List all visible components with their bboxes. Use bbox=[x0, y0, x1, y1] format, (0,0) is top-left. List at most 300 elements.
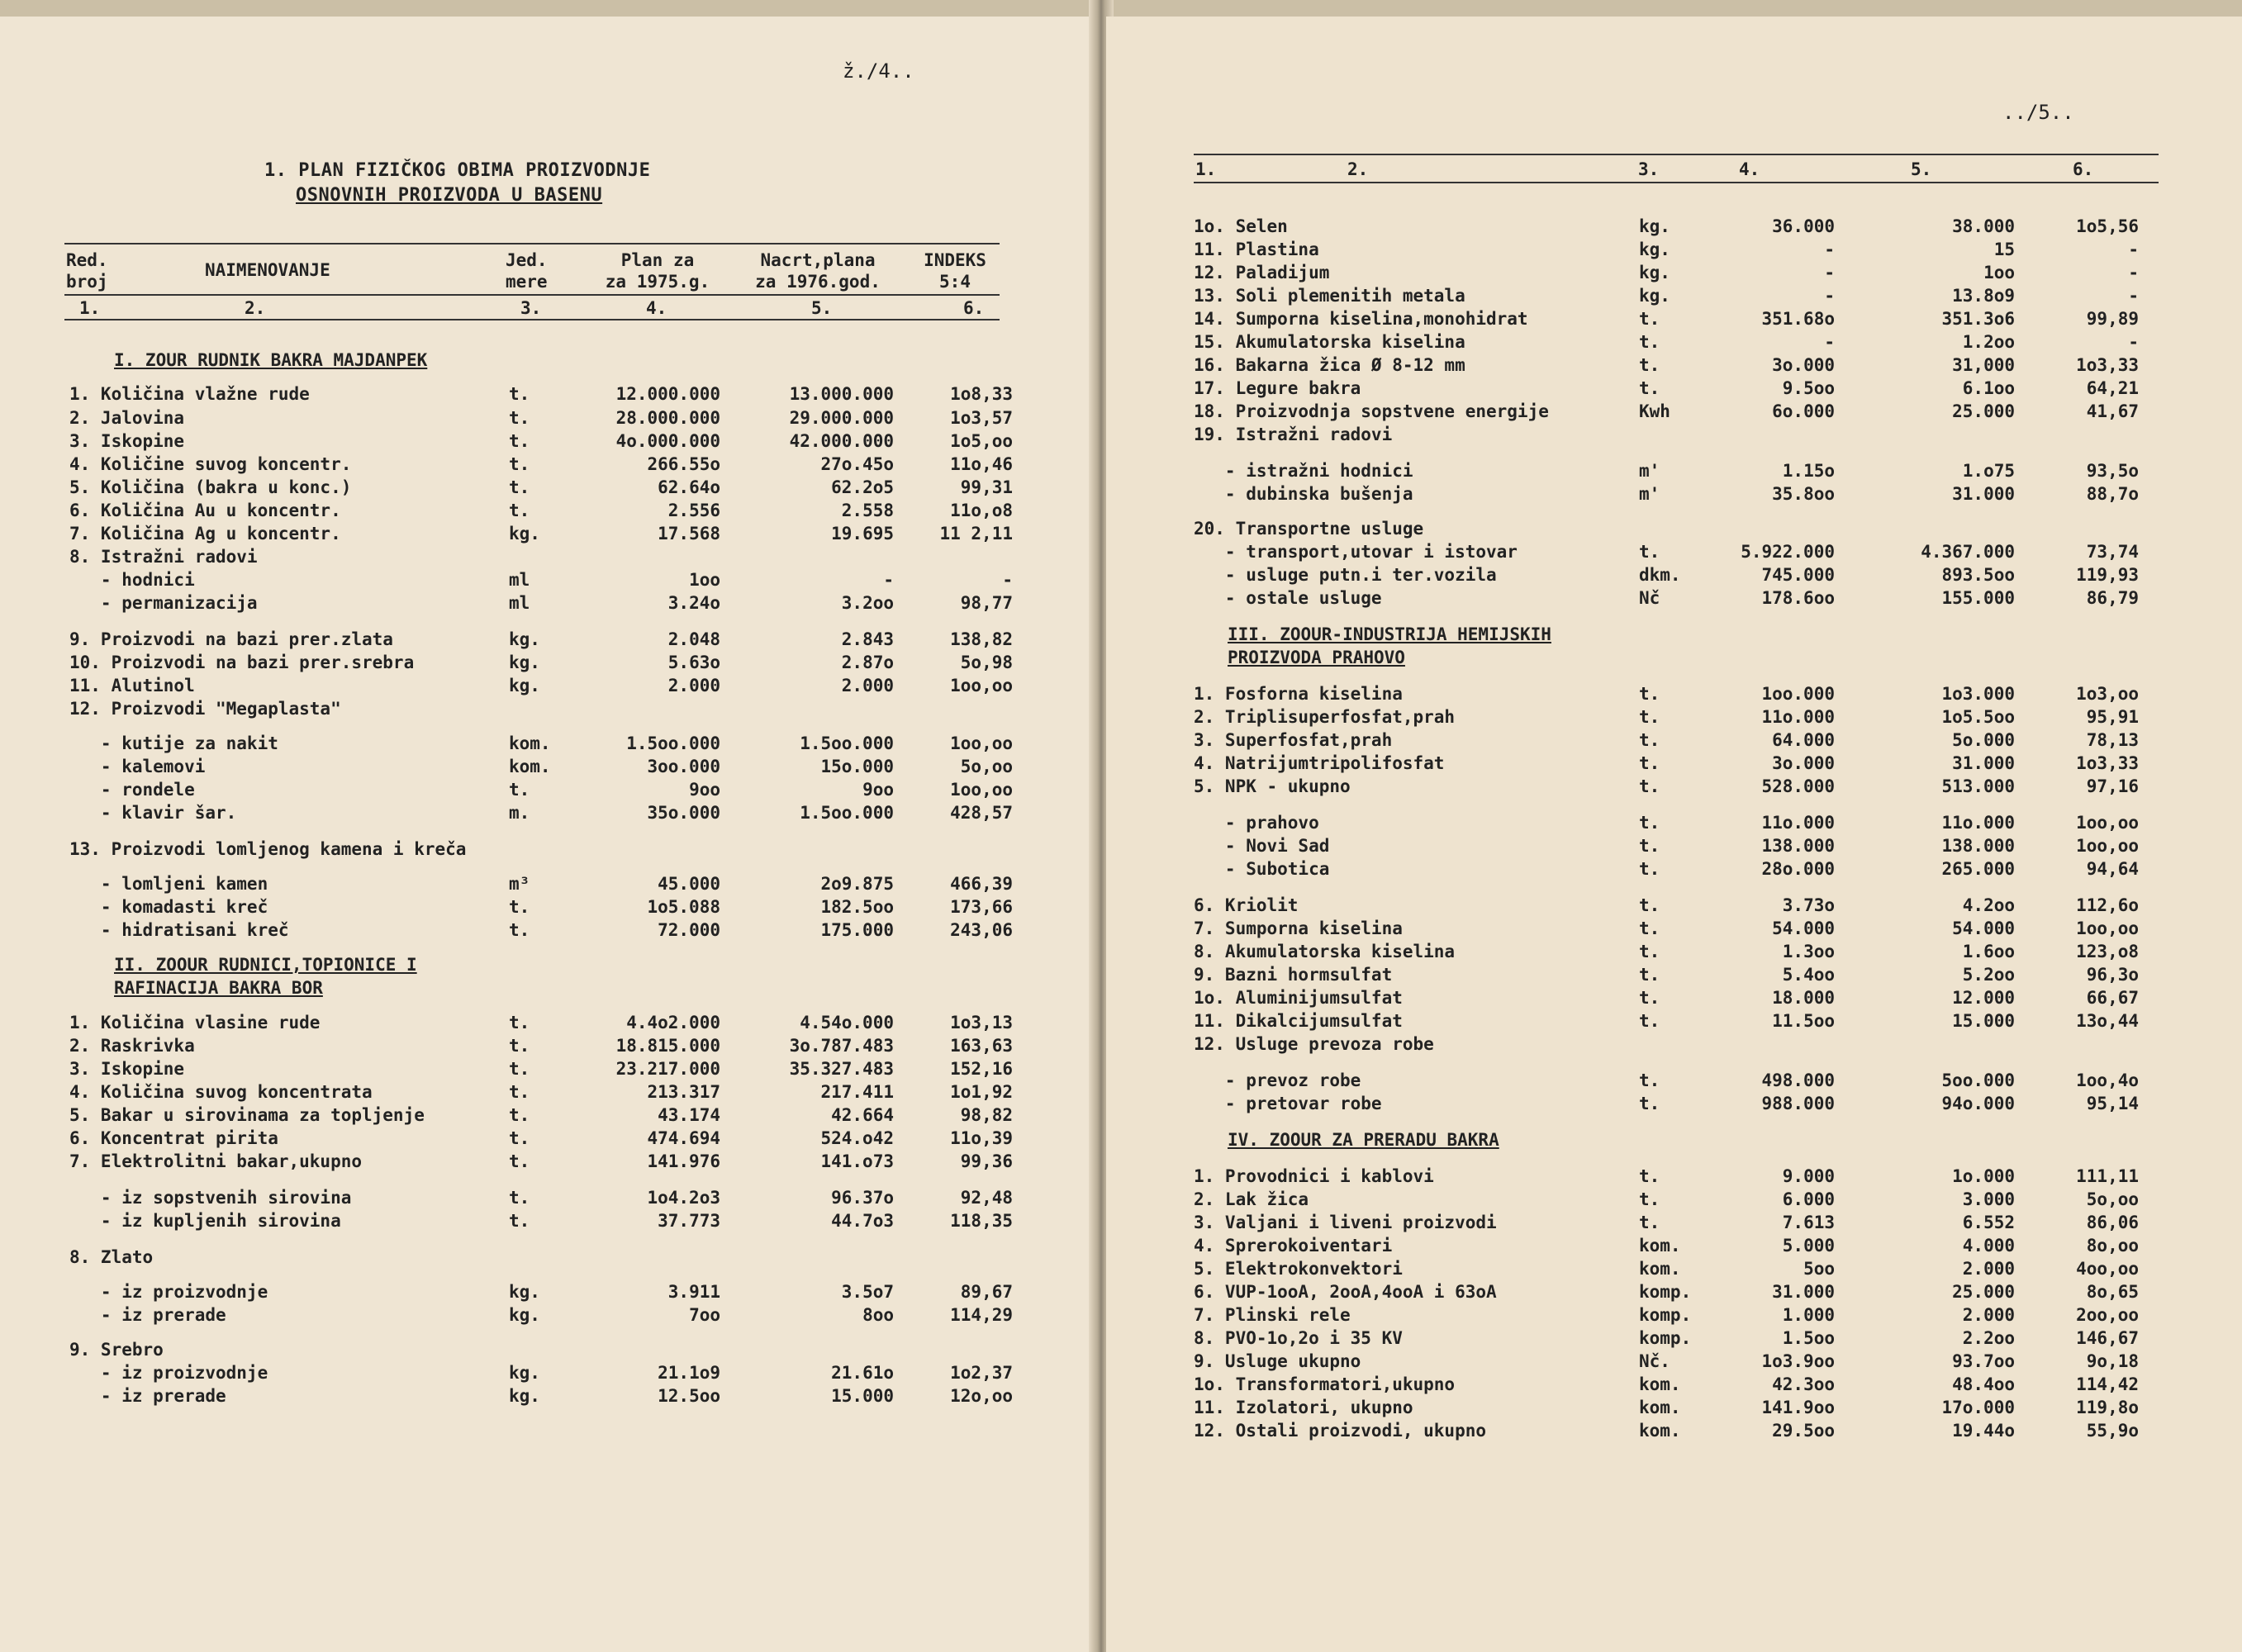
item-name: 19. Istražni radovi bbox=[1194, 425, 1393, 444]
item-name: 7. Količina Ag u koncentr. bbox=[69, 524, 341, 544]
item-name: 8. PVO-1o,2o i 35 KV bbox=[1194, 1328, 1403, 1348]
table-row bbox=[0, 1057, 1016, 1080]
nacrt-1976-cell: 62.2o5 bbox=[831, 477, 894, 497]
item-name: - komadasti kreč bbox=[69, 897, 268, 917]
unit-cell: t. bbox=[1639, 542, 1660, 562]
plan-1975-cell: 9.5oo bbox=[1782, 378, 1835, 398]
column-number-4: 4. bbox=[1739, 159, 1760, 179]
item-name: 8. Zlato bbox=[69, 1247, 154, 1267]
unit-cell: t. bbox=[509, 384, 530, 404]
unit-cell: t. bbox=[1639, 988, 1660, 1008]
plan-1975-cell: - bbox=[1824, 332, 1835, 352]
unit-cell: kom. bbox=[509, 733, 551, 753]
index-cell: 95,91 bbox=[2086, 707, 2139, 727]
index-cell: 1o5,56 bbox=[2076, 216, 2139, 236]
table-row bbox=[1106, 1234, 2213, 1257]
header-indeks: INDEKS 5:4 bbox=[924, 250, 986, 292]
item-name: 7. Elektrolitni bakar,ukupno bbox=[69, 1151, 363, 1171]
nacrt-1976-cell: 3o.787.483 bbox=[789, 1036, 894, 1056]
unit-cell: m' bbox=[1639, 484, 1660, 504]
plan-1975-cell: 1.000 bbox=[1782, 1305, 1835, 1325]
plan-1975-cell: 4o.000.000 bbox=[615, 431, 720, 451]
item-name: - prahovo bbox=[1194, 813, 1319, 833]
index-cell: 11o,o8 bbox=[950, 501, 1013, 520]
unit-cell: kom. bbox=[1639, 1374, 1681, 1394]
header-red-broj: Red. broj bbox=[66, 250, 108, 292]
unit-cell: kg. bbox=[509, 653, 540, 672]
plan-1975-cell: 6o.000 bbox=[1772, 401, 1835, 421]
plan-1975-cell: 72.000 bbox=[658, 920, 720, 940]
index-cell: 119,8o bbox=[2076, 1398, 2139, 1417]
table-row bbox=[0, 591, 1016, 615]
table-row bbox=[1106, 1211, 2213, 1234]
plan-1975-cell: 62.64o bbox=[658, 477, 720, 497]
plan-1975-cell: 23.217.000 bbox=[615, 1059, 720, 1079]
plan-1975-cell: - bbox=[1824, 286, 1835, 306]
plan-1975-cell: 178.6oo bbox=[1761, 588, 1835, 608]
index-cell: 96,3o bbox=[2086, 965, 2139, 985]
nacrt-1976-cell: 25.000 bbox=[1952, 401, 2015, 421]
section-heading bbox=[114, 976, 323, 999]
item-name: 9. Bazni hormsulfat bbox=[1194, 965, 1393, 985]
column-number-1: 1. bbox=[79, 298, 101, 318]
table-row bbox=[0, 1246, 1016, 1269]
table-row bbox=[0, 1080, 1016, 1104]
nacrt-1976-cell: 42.000.000 bbox=[789, 431, 894, 451]
plan-1975-cell: 213.317 bbox=[647, 1082, 720, 1102]
table-row bbox=[0, 545, 1016, 568]
nacrt-1976-cell: 4.54o.000 bbox=[800, 1013, 894, 1032]
plan-1975-cell: 2.000 bbox=[667, 676, 720, 695]
table-row bbox=[1106, 894, 2213, 917]
title-line-2: OSNOVNIH PROIZVODA U BASENU bbox=[296, 185, 603, 206]
plan-1975-cell: 1o5.088 bbox=[647, 897, 720, 917]
unit-cell: m³ bbox=[509, 874, 530, 894]
plan-1975-cell: 745.000 bbox=[1761, 565, 1835, 585]
plan-1975-cell: 3.24o bbox=[667, 593, 720, 613]
item-name: 3. Iskopine bbox=[69, 431, 185, 451]
nacrt-1976-cell: 1.5oo.000 bbox=[800, 803, 894, 823]
unit-cell: kom. bbox=[509, 757, 551, 776]
unit-cell: t. bbox=[1639, 332, 1660, 352]
index-cell: 1o5,oo bbox=[950, 431, 1013, 451]
nacrt-1976-cell: 3.2oo bbox=[841, 593, 894, 613]
nacrt-1976-cell: 19.695 bbox=[831, 524, 894, 544]
item-name: - prevoz robe bbox=[1194, 1070, 1361, 1090]
item-name: 2. Jalovina bbox=[69, 408, 185, 428]
nacrt-1976-cell: 182.5oo bbox=[820, 897, 894, 917]
plan-1975-cell: 7oo bbox=[689, 1305, 720, 1325]
section-heading bbox=[1228, 646, 1405, 669]
nacrt-1976-cell: 2o9.875 bbox=[820, 874, 894, 894]
item-name: 13. Proizvodi lomljenog kamena i kreča bbox=[69, 839, 467, 859]
table-row bbox=[0, 1361, 1016, 1384]
table-row bbox=[0, 382, 1016, 406]
item-name: 5. NPK - ukupno bbox=[1194, 776, 1351, 796]
table-row bbox=[0, 1104, 1016, 1127]
nacrt-1976-cell: 155.000 bbox=[1941, 588, 2015, 608]
table-row bbox=[1106, 1257, 2213, 1280]
nacrt-1976-cell: 15.000 bbox=[831, 1386, 894, 1406]
item-name: 8. Akumulatorska kiselina bbox=[1194, 942, 1456, 961]
table-row bbox=[1106, 1396, 2213, 1419]
unit-cell: t. bbox=[509, 1013, 530, 1032]
index-cell: 146,67 bbox=[2076, 1328, 2139, 1348]
table-row bbox=[1106, 775, 2213, 798]
table-row bbox=[0, 651, 1016, 674]
nacrt-1976-cell: 48.4oo bbox=[1952, 1374, 2015, 1394]
table-row bbox=[1106, 307, 2213, 330]
index-cell: 5o,oo bbox=[960, 757, 1013, 776]
item-name: 12. Usluge prevoza robe bbox=[1194, 1034, 1434, 1054]
index-cell: 11o,46 bbox=[950, 454, 1013, 474]
nacrt-1976-cell: 29.000.000 bbox=[789, 408, 894, 428]
column-number-4: 4. bbox=[646, 298, 667, 318]
index-cell: 4oo,oo bbox=[2076, 1259, 2139, 1279]
nacrt-1976-cell: 1o3.000 bbox=[1941, 684, 2015, 704]
plan-1975-cell: 3o.000 bbox=[1772, 753, 1835, 773]
item-name: 16. Bakarna žica Ø 8-12 mm bbox=[1194, 355, 1465, 375]
unit-cell: t. bbox=[509, 1151, 530, 1171]
table-row bbox=[0, 838, 1016, 861]
nacrt-1976-cell: 8oo bbox=[862, 1305, 894, 1325]
table-row bbox=[1106, 284, 2213, 307]
item-name: 12. Paladijum bbox=[1194, 263, 1330, 282]
index-cell: - bbox=[1002, 570, 1013, 590]
unit-cell: t. bbox=[1639, 1011, 1660, 1031]
index-cell: 1oo,oo bbox=[2076, 919, 2139, 938]
unit-cell: t. bbox=[509, 1128, 530, 1148]
unit-cell: kg. bbox=[509, 1386, 540, 1406]
unit-cell: t. bbox=[509, 920, 530, 940]
index-cell: 1o3,57 bbox=[950, 408, 1013, 428]
nacrt-1976-cell: 217.411 bbox=[820, 1082, 894, 1102]
plan-1975-cell: 3o.000 bbox=[1772, 355, 1835, 375]
item-name: 6. VUP-1ooA, 2ooA,4ooA i 63oA bbox=[1194, 1282, 1497, 1302]
table-row bbox=[1106, 563, 2213, 586]
item-name: - transport,utovar i istovar bbox=[1194, 542, 1518, 562]
item-name: - klavir šar. bbox=[69, 803, 237, 823]
table-row bbox=[0, 1384, 1016, 1408]
table-row bbox=[0, 778, 1016, 801]
index-cell: 1o2,37 bbox=[950, 1363, 1013, 1383]
plan-1975-cell: 1.15o bbox=[1782, 461, 1835, 481]
unit-cell: kg. bbox=[509, 1363, 540, 1383]
page-number: ž./4.. bbox=[843, 59, 914, 83]
table-row bbox=[0, 732, 1016, 755]
plan-1975-cell: 1oo.000 bbox=[1761, 684, 1835, 704]
nacrt-1976-cell: 1.6oo bbox=[1962, 942, 2015, 961]
nacrt-1976-cell: 4.000 bbox=[1962, 1236, 2015, 1256]
nacrt-1976-cell: 19.44o bbox=[1952, 1421, 2015, 1441]
table-row bbox=[0, 1303, 1016, 1327]
nacrt-1976-cell: 21.61o bbox=[831, 1363, 894, 1383]
index-cell: - bbox=[2128, 286, 2139, 306]
index-cell: 99,36 bbox=[960, 1151, 1013, 1171]
index-cell: 5o,oo bbox=[2086, 1189, 2139, 1209]
nacrt-1976-cell: 1o5.5oo bbox=[1941, 707, 2015, 727]
nacrt-1976-cell: 13.8o9 bbox=[1952, 286, 2015, 306]
plan-1975-cell: 5.922.000 bbox=[1741, 542, 1835, 562]
table-row bbox=[1106, 1350, 2213, 1373]
header-jed-mere: Jed. mere bbox=[506, 250, 548, 292]
nacrt-1976-cell: 27o.45o bbox=[820, 454, 894, 474]
table-row bbox=[0, 1034, 1016, 1057]
item-name: 4. Količine suvog koncentr. bbox=[69, 454, 352, 474]
nacrt-1976-cell: 94o.000 bbox=[1941, 1094, 2015, 1113]
nacrt-1976-cell: 44.7o3 bbox=[831, 1211, 894, 1231]
item-name: - dubinska bušenja bbox=[1194, 484, 1413, 504]
right-table-body bbox=[1106, 17, 2242, 1652]
item-name: - Subotica bbox=[1194, 859, 1330, 879]
index-cell: 1o3,13 bbox=[950, 1013, 1013, 1032]
section-heading bbox=[114, 349, 427, 372]
table-row bbox=[0, 801, 1016, 824]
unit-cell: kg. bbox=[1639, 286, 1670, 306]
plan-1975-cell: 1o3.9oo bbox=[1761, 1351, 1835, 1371]
item-name: 18. Proizvodnja sopstvene energije bbox=[1194, 401, 1549, 421]
header-plan: Plan za za 1975.g. bbox=[605, 250, 710, 292]
plan-1975-cell: 266.55o bbox=[647, 454, 720, 474]
table-row bbox=[0, 406, 1016, 430]
table-row bbox=[1106, 1009, 2213, 1032]
index-cell: 114,42 bbox=[2076, 1374, 2139, 1394]
index-cell: 119,93 bbox=[2076, 565, 2139, 585]
column-number-6: 6. bbox=[2073, 159, 2094, 179]
nacrt-1976-cell: 31,000 bbox=[1952, 355, 2015, 375]
index-cell: 11o,39 bbox=[950, 1128, 1013, 1148]
table-row bbox=[1106, 423, 2213, 446]
index-cell: 78,13 bbox=[2086, 730, 2139, 750]
nacrt-1976-cell: 893.5oo bbox=[1941, 565, 2015, 585]
plan-1975-cell: 4.4o2.000 bbox=[626, 1013, 720, 1032]
nacrt-1976-cell: 351.3o6 bbox=[1941, 309, 2015, 329]
nacrt-1976-cell: 35.327.483 bbox=[789, 1059, 894, 1079]
unit-cell: t. bbox=[1639, 730, 1660, 750]
plan-1975-cell: 36.000 bbox=[1772, 216, 1835, 236]
item-name: 20. Transportne usluge bbox=[1194, 519, 1424, 539]
section-heading bbox=[1228, 623, 1551, 646]
index-cell: 111,11 bbox=[2076, 1166, 2139, 1186]
table-row bbox=[0, 1186, 1016, 1209]
unit-cell: ml bbox=[509, 593, 530, 613]
index-cell: 13o,44 bbox=[2076, 1011, 2139, 1031]
item-name: 1o. Selen bbox=[1194, 216, 1288, 236]
unit-cell: t. bbox=[509, 408, 530, 428]
unit-cell: t. bbox=[1639, 895, 1660, 915]
item-name: - usluge putn.i ter.vozila bbox=[1194, 565, 1497, 585]
item-name: 10. Proizvodi na bazi prer.srebra bbox=[69, 653, 415, 672]
table-row bbox=[0, 568, 1016, 591]
plan-1975-cell: 1o4.2o3 bbox=[647, 1188, 720, 1208]
plan-1975-cell: 474.694 bbox=[647, 1128, 720, 1148]
index-cell: 97,16 bbox=[2086, 776, 2139, 796]
nacrt-1976-cell: 17o.000 bbox=[1941, 1398, 2015, 1417]
unit-cell: komp. bbox=[1639, 1328, 1692, 1348]
nacrt-1976-cell: 93.7oo bbox=[1952, 1351, 2015, 1371]
item-name: - hidratisani kreč bbox=[69, 920, 289, 940]
item-name: - hodnici bbox=[69, 570, 195, 590]
table-row bbox=[1106, 1280, 2213, 1303]
nacrt-1976-cell: 4.2oo bbox=[1962, 895, 2015, 915]
nacrt-1976-cell: 42.664 bbox=[831, 1105, 894, 1125]
index-cell: 118,35 bbox=[950, 1211, 1013, 1231]
section-heading-text: III. ZOOUR-INDUSTRIJA HEMIJSKIH bbox=[1228, 624, 1551, 644]
plan-1975-cell: 5.4oo bbox=[1782, 965, 1835, 985]
plan-1975-cell: 1.5oo.000 bbox=[626, 733, 720, 753]
unit-cell: t. bbox=[509, 1082, 530, 1102]
item-name: 6. Količina Au u koncentr. bbox=[69, 501, 341, 520]
section-heading bbox=[114, 953, 417, 976]
item-name: 12. Ostali proizvodi, ukupno bbox=[1194, 1421, 1487, 1441]
page-number: ../5.. bbox=[2002, 101, 2074, 124]
item-name: - ostale usluge bbox=[1194, 588, 1382, 608]
index-cell: 1o8,33 bbox=[950, 384, 1013, 404]
item-name: 1o. Transformatori,ukupno bbox=[1194, 1374, 1456, 1394]
item-name: 17. Legure bakra bbox=[1194, 378, 1361, 398]
table-row bbox=[1106, 517, 2213, 540]
plan-1975-cell: 5.000 bbox=[1782, 1236, 1835, 1256]
plan-1975-cell: 3.73o bbox=[1782, 895, 1835, 915]
nacrt-1976-cell: 265.000 bbox=[1941, 859, 2015, 879]
unit-cell: kom. bbox=[1639, 1236, 1681, 1256]
item-name: 2. Triplisuperfosfat,prah bbox=[1194, 707, 1456, 727]
nacrt-1976-cell: 1o.000 bbox=[1952, 1166, 2015, 1186]
nacrt-1976-cell: 4.367.000 bbox=[1921, 542, 2015, 562]
index-cell: 1oo,oo bbox=[2076, 836, 2139, 856]
table-row bbox=[1106, 705, 2213, 729]
plan-1975-cell: 988.000 bbox=[1761, 1094, 1835, 1113]
left-table-body bbox=[0, 17, 1095, 1652]
nacrt-1976-cell: 25.000 bbox=[1952, 1282, 2015, 1302]
item-name: 2. Raskrivka bbox=[69, 1036, 195, 1056]
plan-1975-cell: 7.613 bbox=[1782, 1213, 1835, 1232]
unit-cell: t. bbox=[509, 431, 530, 451]
plan-1975-cell: 54.000 bbox=[1772, 919, 1835, 938]
table-row bbox=[0, 430, 1016, 453]
item-name: 5. Elektrokonvektori bbox=[1194, 1259, 1403, 1279]
nacrt-1976-cell: 1.o75 bbox=[1962, 461, 2015, 481]
section-heading bbox=[1228, 1128, 1499, 1151]
index-cell: - bbox=[2128, 240, 2139, 259]
plan-1975-cell: 5.63o bbox=[667, 653, 720, 672]
section-heading-text: PROIZVODA PRAHOVO bbox=[1228, 648, 1405, 667]
header-naimenovanje: NAIMENOVANJE bbox=[205, 260, 330, 280]
table-row bbox=[1106, 1327, 2213, 1350]
index-cell: 123,o8 bbox=[2076, 942, 2139, 961]
index-cell: 2oo,oo bbox=[2076, 1305, 2139, 1325]
table-row bbox=[1106, 459, 2213, 482]
plan-1975-cell: 11o.000 bbox=[1761, 813, 1835, 833]
table-row bbox=[0, 1280, 1016, 1303]
item-name: 5. Količina (bakra u konc.) bbox=[69, 477, 352, 497]
item-name: 11. Plastina bbox=[1194, 240, 1319, 259]
table-row bbox=[1106, 482, 2213, 506]
unit-cell: t. bbox=[509, 1211, 530, 1231]
nacrt-1976-cell: 5oo.000 bbox=[1941, 1070, 2015, 1090]
index-cell: 243,06 bbox=[950, 920, 1013, 940]
nacrt-1976-cell: 2.000 bbox=[841, 676, 894, 695]
unit-cell: Nč. bbox=[1639, 1351, 1670, 1371]
table-row bbox=[1106, 1419, 2213, 1442]
item-name: - kalemovi bbox=[69, 757, 206, 776]
table-row bbox=[1106, 940, 2213, 963]
index-cell: 9o,18 bbox=[2086, 1351, 2139, 1371]
index-cell: 138,82 bbox=[950, 629, 1013, 649]
nacrt-1976-cell: 1.5oo.000 bbox=[800, 733, 894, 753]
nacrt-1976-cell: 9oo bbox=[862, 780, 894, 800]
nacrt-1976-cell: 3.5o7 bbox=[841, 1282, 894, 1302]
index-cell: 73,74 bbox=[2086, 542, 2139, 562]
item-name: 5. Bakar u sirovinama za topljenje bbox=[69, 1105, 425, 1125]
table-row bbox=[0, 522, 1016, 545]
plan-1975-cell: 5oo bbox=[1803, 1259, 1835, 1279]
plan-1975-cell: 1.5oo bbox=[1782, 1328, 1835, 1348]
item-name: 3. Valjani i liveni proizvodi bbox=[1194, 1213, 1497, 1232]
item-name: - permanizacija bbox=[69, 593, 258, 613]
column-number-3: 3. bbox=[520, 298, 542, 318]
column-number-1: 1. bbox=[1195, 159, 1217, 179]
index-cell: 11 2,11 bbox=[939, 524, 1013, 544]
item-name: 1o. Aluminijumsulfat bbox=[1194, 988, 1403, 1008]
table-row bbox=[0, 1209, 1016, 1232]
item-name: 2. Lak žica bbox=[1194, 1189, 1309, 1209]
unit-cell: t. bbox=[1639, 378, 1660, 398]
unit-cell: m. bbox=[509, 803, 530, 823]
table-row bbox=[0, 499, 1016, 522]
header-nacrt: Nacrt,plana za 1976.god. bbox=[755, 250, 881, 292]
unit-cell: kg. bbox=[509, 1282, 540, 1302]
plan-1975-cell: 351.68o bbox=[1761, 309, 1835, 329]
index-cell: 66,67 bbox=[2086, 988, 2139, 1008]
item-name: 3. Superfosfat,prah bbox=[1194, 730, 1393, 750]
item-name: 1. Provodnici i kablovi bbox=[1194, 1166, 1434, 1186]
plan-1975-cell: 29.5oo bbox=[1772, 1421, 1835, 1441]
item-name: 13. Soli plemenitih metala bbox=[1194, 286, 1465, 306]
table-row bbox=[1106, 330, 2213, 354]
unit-cell: Kwh bbox=[1639, 401, 1670, 421]
unit-cell: t. bbox=[1639, 919, 1660, 938]
index-cell: 95,14 bbox=[2086, 1094, 2139, 1113]
table-row bbox=[1106, 1188, 2213, 1211]
unit-cell: kom. bbox=[1639, 1259, 1681, 1279]
nacrt-1976-cell: 1oo bbox=[1983, 263, 2015, 282]
nacrt-1976-cell: 12.000 bbox=[1952, 988, 2015, 1008]
nacrt-1976-cell: 138.000 bbox=[1941, 836, 2015, 856]
item-name: 3. Iskopine bbox=[69, 1059, 185, 1079]
nacrt-1976-cell: 2.87o bbox=[841, 653, 894, 672]
index-cell: 98,77 bbox=[960, 593, 1013, 613]
nacrt-1976-cell: 31.000 bbox=[1952, 753, 2015, 773]
table-row bbox=[1106, 857, 2213, 881]
nacrt-1976-cell: 6.1oo bbox=[1962, 378, 2015, 398]
unit-cell: t. bbox=[509, 501, 530, 520]
index-cell: 112,6o bbox=[2076, 895, 2139, 915]
column-number-5: 5. bbox=[1911, 159, 1932, 179]
item-name: 6. Kriolit bbox=[1194, 895, 1299, 915]
item-name: 1. Fosforna kiselina bbox=[1194, 684, 1403, 704]
plan-1975-cell: 1.3oo bbox=[1782, 942, 1835, 961]
item-name: - iz kupljenih sirovina bbox=[69, 1211, 341, 1231]
column-number-6: 6. bbox=[963, 298, 985, 318]
index-cell: 88,7o bbox=[2086, 484, 2139, 504]
table-row bbox=[1106, 1165, 2213, 1188]
unit-cell: t. bbox=[509, 1036, 530, 1056]
nacrt-1976-cell: 5o.000 bbox=[1952, 730, 2015, 750]
unit-cell: kg. bbox=[1639, 263, 1670, 282]
plan-1975-cell: 3oo.000 bbox=[647, 757, 720, 776]
table-row bbox=[1106, 1373, 2213, 1396]
